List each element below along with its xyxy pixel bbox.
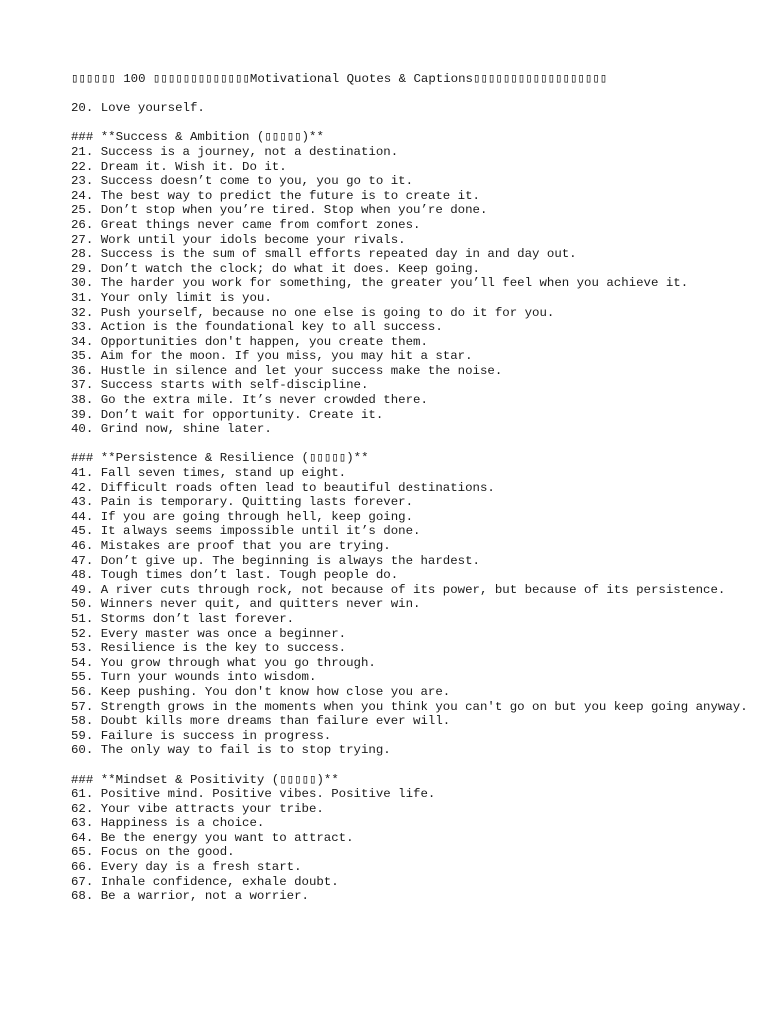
list-item: 23. Success doesn’t come to you, you go to it. xyxy=(71,174,414,189)
sections-container xyxy=(71,130,751,903)
list-item: 66. Every day is a fresh start. xyxy=(71,860,302,875)
section-heading: ### **Mindset & Positivity (▯▯▯▯▯)** xyxy=(71,772,339,787)
list-item: 25. Don’t stop when you’re tired. Stop when you’re done. xyxy=(71,203,488,218)
list-item: 55. Turn your wounds into wisdom. xyxy=(71,670,317,685)
list-item: 45. It always seems impossible until it’s done. xyxy=(71,524,421,539)
list-item: 57. Strength grows in the moments when you think you can't go on but you keep going anyway. xyxy=(71,699,748,714)
list-item: 24. The best way to predict the future is to create it. xyxy=(71,188,480,203)
list-item: 39. Don’t wait for opportunity. Create it. xyxy=(71,407,384,422)
list-item: 54. You grow through what you go through. xyxy=(71,655,376,670)
list-item: 21. Success is a journey, not a destination. xyxy=(71,144,399,159)
list-item: 59. Failure is success in progress. xyxy=(71,728,332,743)
list-item: 44. If you are going through hell, keep going. xyxy=(71,509,414,524)
document-title: ▯▯▯▯▯▯ 100 ▯▯▯▯▯▯▯▯▯▯▯▯▯Motivational Quotes & Captions▯▯▯▯▯▯▯▯▯▯▯▯▯▯▯▯▯▯ xyxy=(71,72,608,86)
list-item: 22. Dream it. Wish it. Do it. xyxy=(71,159,287,174)
list-item: 49. A river cuts through rock, not because of its power, but because of its persistence. xyxy=(71,582,726,597)
spacer xyxy=(71,758,751,773)
list-item: 50. Winners never quit, and quitters never win. xyxy=(71,597,421,612)
spacer xyxy=(71,437,751,452)
list-item: 42. Difficult roads often lead to beautiful destinations. xyxy=(71,480,495,495)
list-item: 41. Fall seven times, stand up eight. xyxy=(71,466,347,481)
list-item: 28. Success is the sum of small efforts repeated day in and day out. xyxy=(71,247,577,262)
list-item: 33. Action is the foundational key to all success. xyxy=(71,320,443,335)
list-item: 43. Pain is temporary. Quitting lasts forever. xyxy=(71,495,414,510)
list-item: 60. The only way to fail is to stop trying. xyxy=(71,743,391,758)
list-item: 51. Storms don’t last forever. xyxy=(71,611,295,626)
list-item: 40. Grind now, shine later. xyxy=(71,422,272,437)
list-item: 67. Inhale confidence, exhale doubt. xyxy=(71,874,339,889)
list-item: 30. The harder you work for something, the greater you’ll feel when you achieve it. xyxy=(71,276,689,291)
list-item: 47. Don’t give up. The beginning is always the hardest. xyxy=(71,553,480,568)
list-item: 26. Great things never came from comfort zones. xyxy=(71,217,421,232)
spacer xyxy=(71,87,751,102)
list-item: 35. Aim for the moon. If you miss, you may hit a star. xyxy=(71,349,473,364)
list-item: 27. Work until your idols become your rivals. xyxy=(71,232,406,247)
list-item: 36. Hustle in silence and let your success make the noise. xyxy=(71,363,503,378)
list-item: 68. Be a warrior, not a worrier. xyxy=(71,889,309,904)
list-item: 29. Don’t watch the clock; do what it does. Keep going. xyxy=(71,261,480,276)
list-item: 37. Success starts with self-discipline. xyxy=(71,378,369,393)
list-item: 20. Love yourself. xyxy=(71,101,205,116)
section-heading: ### **Persistence & Resilience (▯▯▯▯▯)** xyxy=(71,451,369,466)
list-item: 34. Opportunities don't happen, you create them. xyxy=(71,334,428,349)
list-item: 53. Resilience is the key to success. xyxy=(71,641,347,656)
spacer xyxy=(71,116,751,131)
list-item: 46. Mistakes are proof that you are trying. xyxy=(71,539,391,553)
list-item: 63. Happiness is a choice. xyxy=(71,816,265,831)
list-item: 48. Tough times don’t last. Tough people do. xyxy=(71,568,399,583)
list-item: 56. Keep pushing. You don't know how close you are. xyxy=(71,684,451,699)
list-item: 61. Positive mind. Positive vibes. Positive life. xyxy=(71,787,436,802)
list-item: 52. Every master was once a beginner. xyxy=(71,626,347,641)
list-item: 65. Focus on the good. xyxy=(71,845,235,860)
list-item: 58. Doubt kills more dreams than failure ever will. xyxy=(71,714,451,729)
list-item: 32. Push yourself, because no one else is going to do it for you. xyxy=(71,305,555,320)
list-item: 62. Your vibe attracts your tribe. xyxy=(71,801,324,816)
document-page xyxy=(71,72,751,904)
list-item: 31. Your only limit is you. xyxy=(71,290,272,305)
list-item: 38. Go the extra mile. It’s never crowded there. xyxy=(71,393,428,408)
section-heading: ### **Success & Ambition (▯▯▯▯▯)** xyxy=(71,130,324,145)
list-item: 64. Be the energy you want to attract. xyxy=(71,830,354,845)
